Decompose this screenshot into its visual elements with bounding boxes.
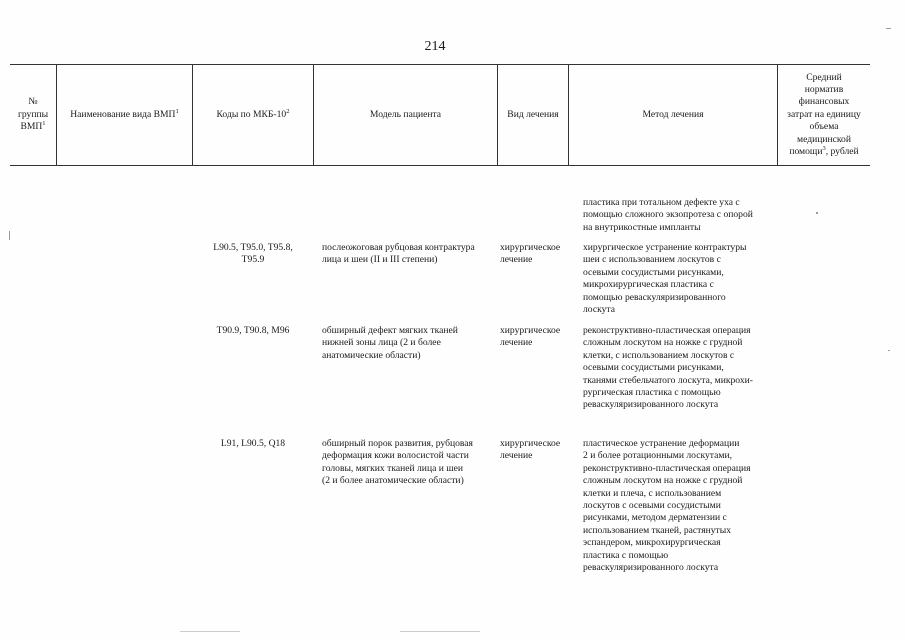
header-treatment-type: Вид лечения [507, 108, 559, 120]
footnote-ref: 2 [286, 107, 290, 115]
row-1-treatment-type: хирургическое лечение [500, 242, 561, 266]
header-cost-norm-tail: , рублей [825, 146, 859, 158]
row-2-treatment-type: хирургическое лечение [500, 325, 561, 349]
scan-mark [888, 350, 890, 351]
header-cost-norm-text: Средний норматив финансовых затрат на единицу объема медицинской помощи [787, 71, 861, 158]
scan-mark [816, 212, 818, 214]
header-patient-model: Модель пациента [369, 108, 442, 120]
scan-mark [400, 631, 480, 632]
header-vmp-name-text: Наименование вида ВМП [70, 108, 176, 120]
row-3-treatment-method: пластическое устранение деформации 2 и более ротационными лоскутами, реконструктивно-пластическая операция сложным лоскутом на ножке с грудной клетки и плеча, с использованием лоскутов с осевыми сосудистыми рисунками, методом дерматензии с использованием тканей, растянутых эспандером, микрохирургическая пластика с помощью реваскуляризированного лоскута [583, 438, 751, 574]
header-cost-norm [778, 65, 870, 165]
header-group-number-text: № группы ВМП [17, 96, 49, 133]
page-number: 214 [424, 39, 446, 54]
row-1-patient-model: послеожоговая рубцовая контрактура лица и шеи (II и III степени) [322, 242, 475, 266]
scan-mark [9, 231, 10, 240]
footnote-ref: 3 [822, 144, 826, 152]
row-1-codes: L90.5, T95.0, T95.8, T95.9 [213, 242, 293, 266]
row-3-treatment-type: хирургическое лечение [500, 438, 561, 462]
header-icd-codes-text: Коды по МКБ-10 [216, 108, 287, 120]
bottom-scan-noise [0, 628, 905, 638]
row-2-patient-model: обширный дефект мягких тканей нижней зоны лица (2 и более анатомические области) [322, 325, 458, 361]
header-treatment-method: Метод лечения [642, 108, 704, 120]
row-3-codes: L91, L90.5, Q18 [220, 438, 286, 449]
row-2-treatment-method: реконструктивно-пластическая операция сложным лоскутом на ножке с грудной клетки, с использованием лоскутов с осевыми сосудистыми рисунками, тканями стебельчатого лоскута, микрохи- рургическая пластика с помощью реваскуляризированного лоскута [583, 325, 753, 411]
row-3-patient-model: обширный порок развития, рубцовая деформация кожи волосистой части головы, мягких тканей лица и шеи (2 и более анатомические области) [322, 438, 473, 487]
header-group-number [10, 65, 56, 165]
header-vmp-name [57, 65, 192, 165]
footnote-ref: 1 [175, 107, 179, 115]
continuation-method-text: пластика при тотальном дефекте уха с помощью сложного экзопротеза с опорой на внутрикостные импланты [583, 197, 753, 233]
scan-mark [180, 631, 240, 632]
table-header [10, 64, 870, 166]
footnote-ref: 1 [42, 120, 46, 128]
header-icd-codes [193, 65, 313, 165]
scan-mark [886, 28, 891, 29]
row-1-treatment-method: хирургическое устранение контрактуры шеи с использованием лоскутов с осевыми сосудистыми рисунками, микрохирургическая пластика с помощью реваскуляризированного лоскута [583, 242, 747, 316]
row-2-codes: T90.9, T90.8, M96 [216, 325, 290, 336]
